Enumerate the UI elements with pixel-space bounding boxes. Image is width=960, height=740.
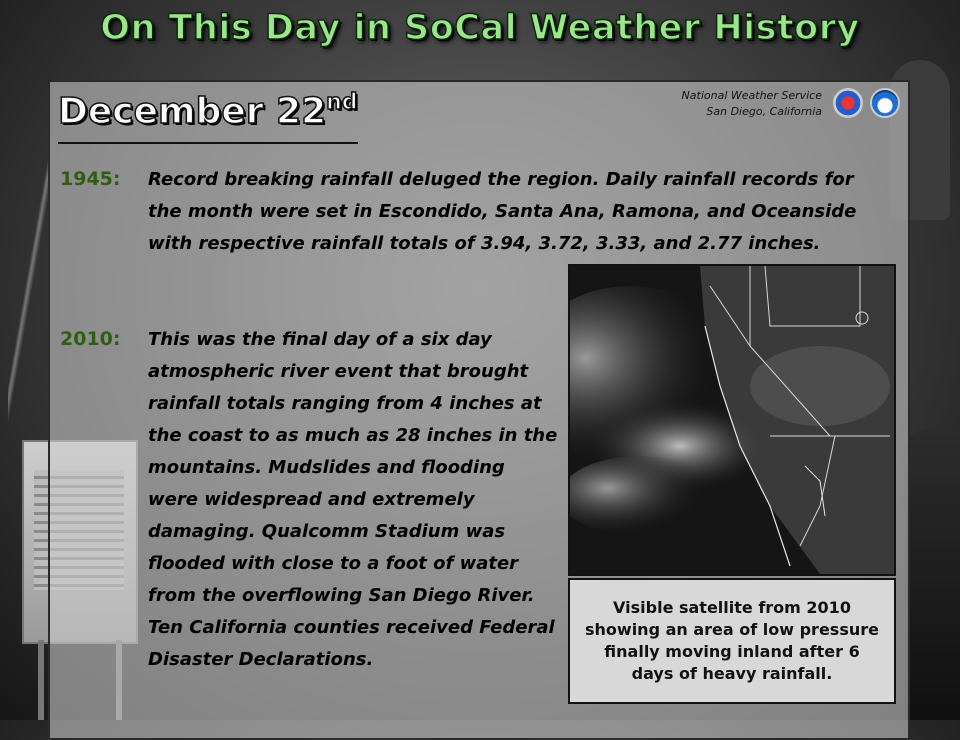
noaa-logo-icon — [870, 88, 900, 118]
satellite-map-graphic — [570, 266, 894, 574]
background-lightning — [8, 120, 48, 480]
satellite-image — [568, 264, 896, 576]
nws-logo-icon — [833, 88, 863, 118]
event-year-1945: 1945: — [60, 168, 121, 190]
satellite-caption — [568, 578, 896, 704]
event-text-1945: Record breaking rainfall deluged the region. Daily rainfall records for the month were set in Escondido, Santa Ana, Ramona, and Oceanside with respective rainfall totals of 3.94, 3.72, 3.33, and 2.77 inches. — [148, 169, 857, 254]
agency-name: National Weather Service — [681, 89, 822, 102]
heading-underline — [58, 142, 358, 144]
date-heading — [58, 90, 358, 132]
satellite-caption-text: Visible satellite from 2010 showing an area of low pressure finally moving inland after 6 days of heavy rainfall. — [585, 598, 879, 683]
background-tree — [905, 430, 960, 720]
event-text-2010: This was the final day of a six day atmospheric river event that brought rainfall totals ranging from 4 inches at the coast to as much as 28 inches in the mountains. Mudslides and flooding were widespread and extremely damaging. Qualcomm Stadium was flooded with close to a foot of water from the overflowing San Diego River. Ten California counties received Federal Disaster Declarations. — [148, 329, 558, 670]
date-day: December 22 — [58, 91, 327, 132]
agency-credit — [600, 88, 822, 120]
page-title: On This Day in SoCal Weather History — [100, 8, 860, 48]
event-year-2010: 2010: — [60, 328, 121, 350]
agency-office: San Diego, California — [706, 105, 822, 118]
date-suffix: nd — [326, 90, 358, 115]
